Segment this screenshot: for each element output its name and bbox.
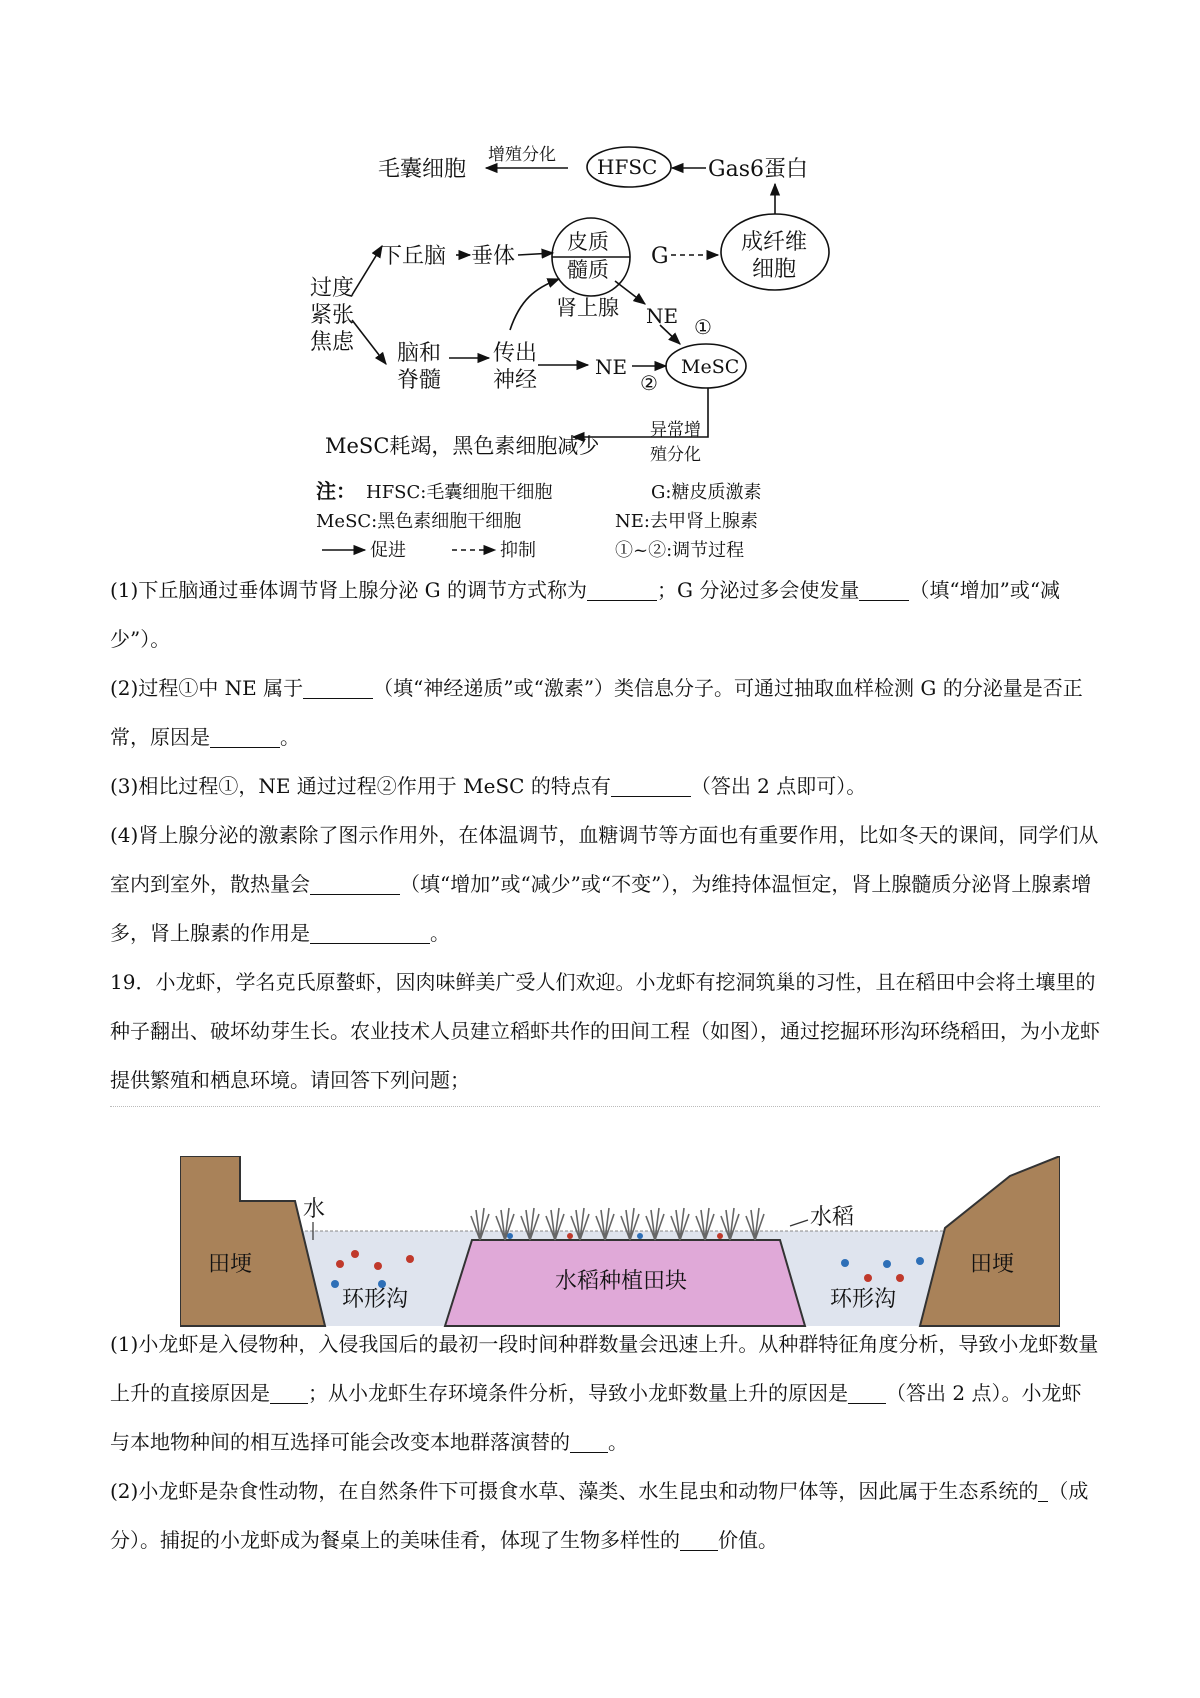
stress-label-2: 紧张 [310, 303, 355, 328]
question-19-intro [110, 958, 1100, 1105]
medulla-label: 髓质 [567, 258, 609, 282]
q1-blank-2[interactable] [859, 578, 909, 601]
ditch-right-label: 环形沟 [830, 1287, 897, 1312]
q19-intro-text: 19．小龙虾，学名克氏原螯虾，因肉味鲜美广受人们欢迎。小龙虾有挖洞筑巢的习性，且在稻田中会将土壤里的种子翻出、破坏幼芽生长。农业技术人员建立稻虾共作的田间工程（如图），通过挖掘环形沟环绕稻田，为小龙虾提供繁殖和栖息环境。请回答下列问题； [110, 970, 1100, 1092]
q19-1-text-b: ；从小龙虾生存环境条件分析，导致小龙虾数量上升的原因是 [308, 1381, 848, 1405]
question-19-1 [110, 1320, 1100, 1467]
fibroblast-label-2: 细胞 [752, 257, 797, 282]
q4-blank-2[interactable] [310, 921, 430, 944]
rice-block-label: 水稻种植田块 [555, 1269, 688, 1294]
brain-label-2: 脊髓 [397, 368, 442, 393]
stress-label-3: 焦虑 [310, 330, 355, 355]
q19-2-text-a: (2)小龙虾是杂食性动物，在自然条件下可摄食水草、藻类、水生昆虫和动物尸体等，因此属于生态系统的 [110, 1479, 1039, 1503]
q19-2-text-c: 价值。 [718, 1528, 778, 1552]
note-mesc: MeSC:黑色素细胞干细胞 [316, 511, 522, 532]
note-inhibit: 抑制 [500, 540, 536, 561]
q3-text-b: （答出 2 点即可）。 [690, 774, 867, 798]
question-3 [110, 762, 1100, 811]
fibroblast-label-1: 成纤维 [741, 230, 808, 255]
q3-blank-1[interactable] [611, 774, 691, 797]
question-2 [110, 664, 1100, 762]
brain-label-1: 脑和 [397, 341, 442, 366]
q19-2-blank-1[interactable] [1038, 1479, 1048, 1502]
hormone-regulation-diagram [310, 130, 870, 610]
water-label: 水 [303, 1197, 326, 1222]
q4-text-a: (4)肾上腺分泌的激素除了图示作用外，在体温调节，血糖调节等方面也有重要作用，比如冬天的课间，同学们从室内到室外，散热量会 [110, 823, 1099, 896]
q2-text-b: （填“神经递质”或“激素”）类信息分子。可通过抽取血样检测 G 的分泌量是否正常，原因是 [110, 676, 1083, 749]
hfsc-label: HFSC [597, 155, 658, 179]
q2-text-c: 。 [280, 725, 300, 749]
q2-blank-1[interactable] [303, 676, 373, 699]
note-promote: 促进 [370, 540, 406, 561]
process-1-label: ① [694, 315, 712, 339]
prolif-diff-label: 增殖分化 [488, 145, 556, 165]
question-19-2 [110, 1467, 1100, 1565]
question-1 [110, 566, 1100, 664]
ne-label-1: NE [646, 304, 679, 328]
q19-2-text-b: （成分）。捕捉的小龙虾成为餐桌上的美味佳肴，体现了生物多样性的 [110, 1479, 1089, 1552]
q19-1-blank-1[interactable] [270, 1381, 308, 1404]
q4-blank-1[interactable] [310, 872, 400, 895]
q19-1-text-a: (1)小龙虾是入侵物种，入侵我国后的最初一段时间种群数量会迅速上升。从种群特征角度分析，导致小龙虾数量上升的直接原因是 [110, 1332, 1099, 1405]
rice-crayfish-field-diagram [180, 1156, 1060, 1331]
stress-label-1: 过度 [310, 276, 355, 301]
ridge-right-label: 田埂 [970, 1252, 1015, 1277]
q4-text-b: （填“增加”或“减少”或“不变”），为维持体温恒定，肾上腺髓质分泌肾上腺素增多，肾上腺素的作用是 [110, 872, 1092, 945]
q1-blank-1[interactable] [587, 578, 657, 601]
ridge-left-label: 田埂 [208, 1252, 253, 1277]
dotted-separator [110, 1106, 1100, 1107]
q19-2-blank-2[interactable] [680, 1528, 718, 1551]
q19-1-blank-2[interactable] [848, 1381, 886, 1404]
mesc-result-label: MeSC耗竭，黑色素细胞减少 [325, 434, 600, 458]
process-2-label: ② [640, 371, 658, 395]
g-label: G [651, 244, 669, 269]
q1-text-b: ；G 分泌过多会使发量 [657, 578, 860, 602]
q19-1-blank-3[interactable] [570, 1430, 608, 1453]
q2-text-a: (2)过程①中 NE 属于 [110, 676, 304, 700]
q2-blank-2[interactable] [210, 725, 280, 748]
pituitary-label: 垂体 [471, 244, 516, 269]
q4-text-c: 。 [430, 921, 450, 945]
ditch-left-label: 环形沟 [342, 1287, 409, 1312]
rice-label: 水稻 [810, 1205, 855, 1230]
abnormal-label-2: 殖分化 [650, 445, 701, 465]
adrenal-label: 肾上腺 [556, 296, 619, 320]
q19-1-text-d: 。 [608, 1430, 628, 1454]
q3-text-a: (3)相比过程①，NE 通过过程②作用于 MeSC 的特点有 [110, 774, 611, 798]
note-label: 注： [316, 479, 356, 503]
ne-label-2: NE [595, 355, 628, 379]
efferent-label-1: 传出 [493, 341, 538, 366]
question-4 [110, 811, 1100, 958]
note-ne: NE:去甲肾上腺素 [615, 511, 758, 532]
q19-1-text-c: （答出 2 点）。小龙虾与本地物种间的相互选择可能会改变本地群落演替的 [110, 1381, 1082, 1454]
hypothalamus-label: 下丘脑 [380, 244, 447, 269]
hair-follicle-cell-label: 毛囊细胞 [378, 157, 467, 182]
abnormal-label-1: 异常增 [650, 420, 701, 440]
q1-text-a: (1)下丘脑通过垂体调节肾上腺分泌 G 的调节方式称为 [110, 578, 588, 602]
efferent-label-2: 神经 [493, 368, 538, 393]
note-process: ①~②:调节过程 [615, 540, 745, 561]
right-ridge [920, 1156, 1060, 1326]
note-g: G:糖皮质激素 [651, 482, 762, 503]
q1-text-c: （填“增加”或“减少”）。 [110, 578, 1061, 651]
mesc-label: MeSC [681, 356, 740, 378]
left-ridge [180, 1156, 325, 1326]
note-hfsc: HFSC:毛囊细胞干细胞 [366, 482, 553, 503]
gas6-label: Gas6蛋白 [708, 157, 808, 182]
cortex-label: 皮质 [567, 230, 609, 254]
